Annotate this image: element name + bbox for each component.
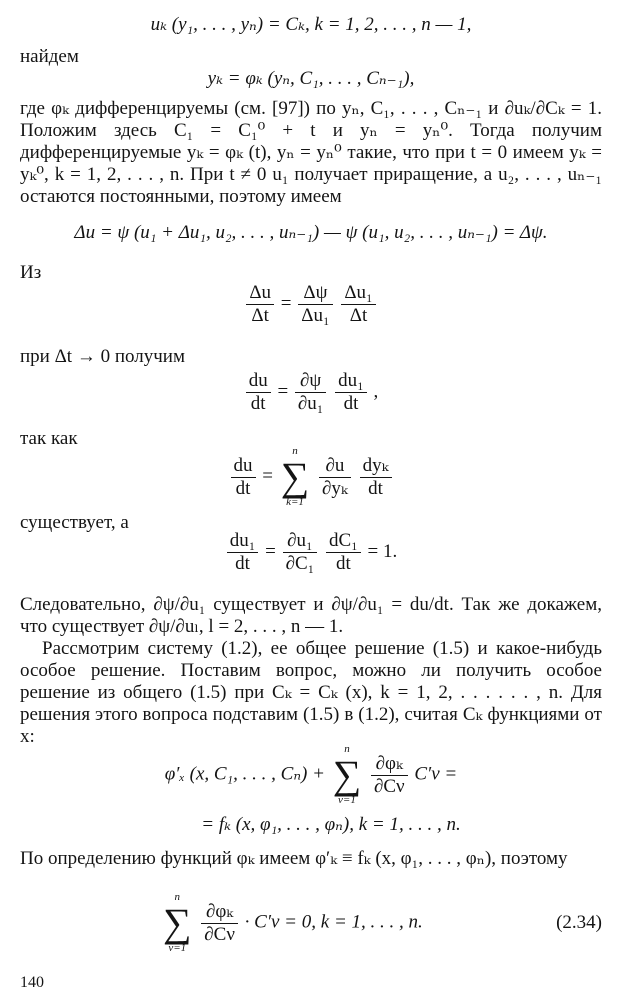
equation-delta-u: Δu = ψ (u₁ + Δu₁, u₂, . . . , uₙ₋₁) — ψ (u₁, u₂, . . . , uₙ₋₁) = Δψ. [74, 222, 548, 243]
paragraph-system: Рассмотрим систему (1.2), ее общее решение (1.5) и какое-нибудь особое решение. Поставим вопрос, можно ли получить особое решение из общего (1.5) при Cₖ = Cₖ (x), k = 1, 2, . . . . . . , n. Для решения этого вопроса подставим (1.5) в (1.2), считая Cₖ функциями от x: [20, 638, 602, 747]
page-number: 140 [20, 974, 44, 991]
equation-fk: = fₖ (x, φ₁, . . . , φₙ), k = 1, . . . , n. [201, 814, 461, 835]
text-line: найдем [20, 46, 79, 67]
equation-yk: yₖ = φₖ (yₙ, C₁, . . . , Cₙ₋₁), [207, 68, 415, 89]
equation-2-34: n ∑ ν=1 $\frac{\text{∂φₖ}}{\partial C\nu}$ · C′ν = 0, k = 1, . . . , n. (2.34) [163, 891, 602, 954]
equation-fraction-3: $\frac{du}{dt}$ = n ∑ k=1 $\frac{\partial u}{\text{∂yₖ}}$ $\frac{\text{dyₖ}}{dt}$ [20, 446, 602, 508]
text-line: Из [20, 262, 42, 283]
paragraph-conclusion: Следовательно, ∂ψ/∂u₁ существует и ∂ψ/∂u₁ = du/dt. Так же докажем, что существует ∂ψ/∂uₗ, l = 2, . . . , n — 1. [20, 594, 602, 637]
equation-phi-sum: φ′ₓ (x, C₁, . . . , Cₙ) + n ∑ ν=1 $\frac{\text{∂φₖ}}{\partial C\nu}$ C′ν = [164, 743, 458, 806]
text-line: при Δt → 0 получим [20, 346, 185, 367]
text-line: так как [20, 428, 78, 449]
sum-symbol: n ∑ k=1 [280, 445, 310, 508]
sum-symbol: n ∑ ν=1 [332, 743, 362, 806]
equation-uk: uₖ (y₁, . . . , yₙ) = Cₖ, k = 1, 2, . . . , n — 1, [150, 14, 472, 35]
equation-fraction-4: $\frac{\text{du₁}}{dt}$ = $\frac{\text{∂u₁}}{\text{∂C₁}}$ $\frac{\text{dC₁}}{dt}$ = 1. [20, 530, 602, 575]
paragraph-definition-phi: По определению функций φₖ имеем φ′ₖ ≡ fₖ (x, φ₁, . . . , φₙ), поэтому [20, 848, 568, 869]
paragraph-definitions: где φₖ дифференцируемы (см. [97]) по yₙ, C₁, . . . , Cₙ₋₁ и ∂uₖ/∂Cₖ = 1. Положим здесь C₁ = C₁⁰ + t и yₙ = yₙ⁰. Тогда получим дифференцируемые yₖ = φₖ (t), yₙ = yₙ⁰ такие, что при t = 0 имеем yₖ = yₖ⁰, k = 1, 2, . . . , n. При t ≠ 0 u₁ получает приращение, а u₂, . . . , uₙ₋₁ остаются постоянными, поэтому имеем [20, 98, 602, 207]
equation-fraction-1: $\frac{\Delta u}{\Delta t}$ = $\frac{\Delta\psi}{\text{Δu₁}}$ $\frac{\text{Δu₁}}{\Delta t}$ [20, 282, 602, 327]
text-line: существует, а [20, 512, 129, 533]
sum-symbol: n ∑ ν=1 [163, 891, 192, 954]
equation-fraction-2: $\frac{du}{dt}$ = $\frac{\partial\psi}{\text{∂u₁}}$ $\frac{\text{du₁}}{dt}$ , [20, 370, 602, 415]
equation-number: (2.34) [556, 912, 602, 933]
